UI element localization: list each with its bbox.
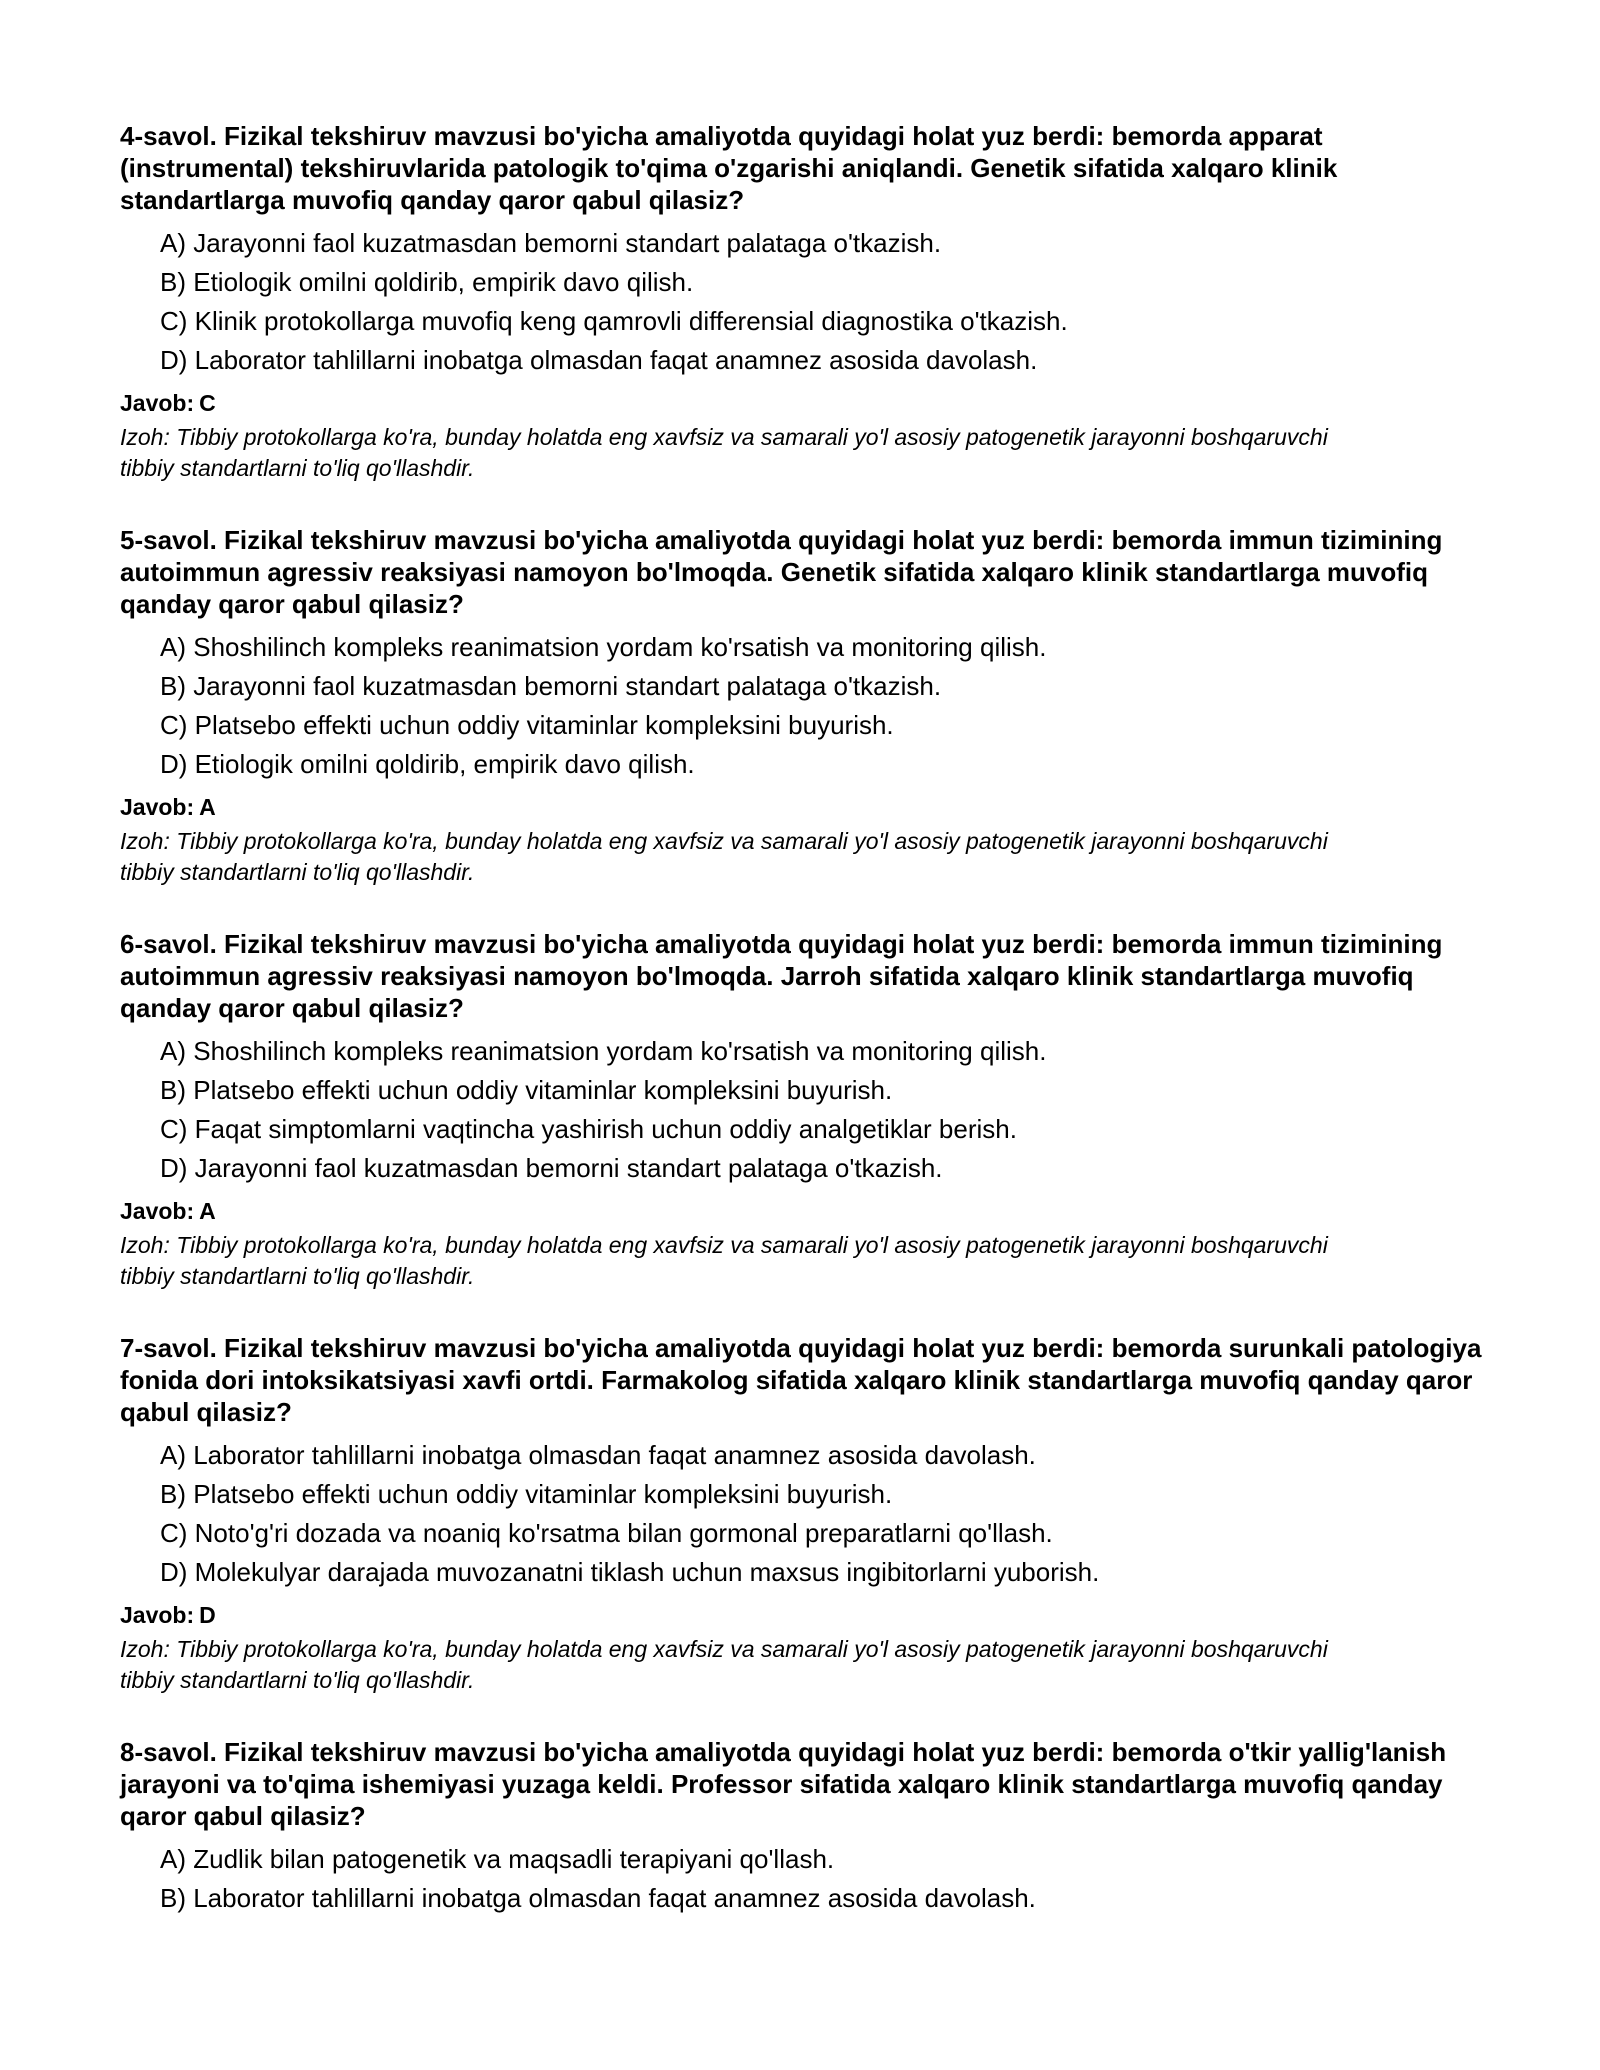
- explanation-note: Izoh: Tibbiy protokollarga ko'ra, bunday holatda eng xavfsiz va samarali yo'l asosiy patogenetik jarayonni boshqaruvchi tibbiy standartlarni to'liq qo'llashdir.: [120, 424, 1328, 481]
- option-a: A) Laborator tahlillarni inobatga olmasdan faqat anamnez asosida davolash.: [160, 1440, 1036, 1470]
- explanation-note: Izoh: Tibbiy protokollarga ko'ra, bunday holatda eng xavfsiz va samarali yo'l asosiy patogenetik jarayonni boshqaruvchi tibbiy standartlarni to'liq qo'llashdir.: [120, 1232, 1328, 1289]
- answer-line: [120, 388, 1500, 418]
- question-block: [120, 1332, 1500, 1696]
- option-c: C) Platsebo effekti uchun oddiy vitaminlar kompleksini buyurish.: [160, 710, 894, 740]
- option-d: D) Laborator tahlillarni inobatga olmasdan faqat anamnez asosida davolash.: [160, 345, 1038, 375]
- question-block: [120, 1736, 1500, 1918]
- option-list: [120, 628, 1500, 784]
- document-page: [120, 120, 1500, 1918]
- answer-line: [120, 792, 1500, 822]
- question-text: 8-savol. Fizikal tekshiruv mavzusi bo'yicha amaliyotda quyidagi holat yuz berdi: bemorda o'tkir yallig'lanish jarayoni va to'qima ishemiyasi yuzaga keldi. Professor sifatida xalqaro klinik standartlarga muvofiq qanday qaror qabul qilasiz?: [120, 1737, 1447, 1831]
- question-text: 5-savol. Fizikal tekshiruv mavzusi bo'yicha amaliyotda quyidagi holat yuz berdi: bemorda immun tizimining autoimmun agressiv reaksiyasi namoyon bo'lmoqda. Genetik sifatida xalqaro klinik standartlarga muvofiq qanday qaror qabul qilasiz?: [120, 525, 1443, 619]
- option-list: [120, 1032, 1500, 1188]
- option-list: [120, 224, 1500, 380]
- option-a: A) Shoshilinch kompleks reanimatsion yordam ko'rsatish va monitoring qilish.: [160, 632, 1047, 662]
- answer-line: [120, 1196, 1500, 1226]
- answer-label: Javob:: [120, 1602, 195, 1628]
- option-a: A) Shoshilinch kompleks reanimatsion yordam ko'rsatish va monitoring qilish.: [160, 1036, 1047, 1066]
- option-d: D) Molekulyar darajada muvozanatni tiklash uchun maxsus ingibitorlarni yuborish.: [160, 1557, 1100, 1587]
- option-d: D) Jarayonni faol kuzatmasdan bemorni standart palataga o'tkazish.: [160, 1153, 943, 1183]
- answer-value: A: [199, 1198, 216, 1224]
- answer-value: A: [199, 794, 216, 820]
- option-c: C) Noto'g'ri dozada va noaniq ko'rsatma bilan gormonal preparatlarni qo'llash.: [160, 1518, 1053, 1548]
- option-b: B) Platsebo effekti uchun oddiy vitaminlar kompleksini buyurish.: [160, 1479, 893, 1509]
- option-c: C) Klinik protokollarga muvofiq keng qamrovli differensial diagnostika o'tkazish.: [160, 306, 1068, 336]
- explanation-note: Izoh: Tibbiy protokollarga ko'ra, bunday holatda eng xavfsiz va samarali yo'l asosiy patogenetik jarayonni boshqaruvchi tibbiy standartlarni to'liq qo'llashdir.: [120, 1636, 1328, 1693]
- question-block: [120, 120, 1500, 484]
- answer-line: [120, 1600, 1500, 1630]
- answer-label: Javob:: [120, 794, 195, 820]
- answer-value: C: [199, 390, 216, 416]
- question-text: 7-savol. Fizikal tekshiruv mavzusi bo'yicha amaliyotda quyidagi holat yuz berdi: bemorda surunkali patologiya fonida dori intoksikatsiyasi xavfi ortdi. Farmakolog sifatida xalqaro klinik standartlarga muvofiq qanday qaror qabul qilasiz?: [120, 1333, 1482, 1427]
- answer-value: D: [199, 1602, 216, 1628]
- option-c: C) Faqat simptomlarni vaqtincha yashirish uchun oddiy analgetiklar berish.: [160, 1114, 1017, 1144]
- option-b: B) Platsebo effekti uchun oddiy vitaminlar kompleksini buyurish.: [160, 1075, 893, 1105]
- answer-label: Javob:: [120, 390, 195, 416]
- option-a: A) Zudlik bilan patogenetik va maqsadli terapiyani qo'llash.: [160, 1844, 835, 1874]
- option-list: [120, 1840, 1500, 1918]
- option-b: B) Jarayonni faol kuzatmasdan bemorni standart palataga o'tkazish.: [160, 671, 942, 701]
- option-d: D) Etiologik omilni qoldirib, empirik davo qilish.: [160, 749, 695, 779]
- option-list: [120, 1436, 1500, 1592]
- question-text: 4-savol. Fizikal tekshiruv mavzusi bo'yicha amaliyotda quyidagi holat yuz berdi: bemorda apparat (instrumental) tekshiruvlarida patologik to'qima o'zgarishi aniqlandi. Genetik sifatida xalqaro klinik standartlarga muvofiq qanday qaror qabul qilasiz?: [120, 121, 1338, 215]
- option-a: A) Jarayonni faol kuzatmasdan bemorni standart palataga o'tkazish.: [160, 228, 942, 258]
- option-b: B) Etiologik omilni qoldirib, empirik davo qilish.: [160, 267, 694, 297]
- question-block: [120, 928, 1500, 1292]
- question-text: 6-savol. Fizikal tekshiruv mavzusi bo'yicha amaliyotda quyidagi holat yuz berdi: bemorda immun tizimining autoimmun agressiv reaksiyasi namoyon bo'lmoqda. Jarroh sifatida xalqaro klinik standartlarga muvofiq qanday qaror qabul qilasiz?: [120, 929, 1443, 1023]
- option-b: B) Laborator tahlillarni inobatga olmasdan faqat anamnez asosida davolash.: [160, 1883, 1036, 1913]
- explanation-note: Izoh: Tibbiy protokollarga ko'ra, bunday holatda eng xavfsiz va samarali yo'l asosiy patogenetik jarayonni boshqaruvchi tibbiy standartlarni to'liq qo'llashdir.: [120, 828, 1328, 885]
- question-block: [120, 524, 1500, 888]
- answer-label: Javob:: [120, 1198, 195, 1224]
